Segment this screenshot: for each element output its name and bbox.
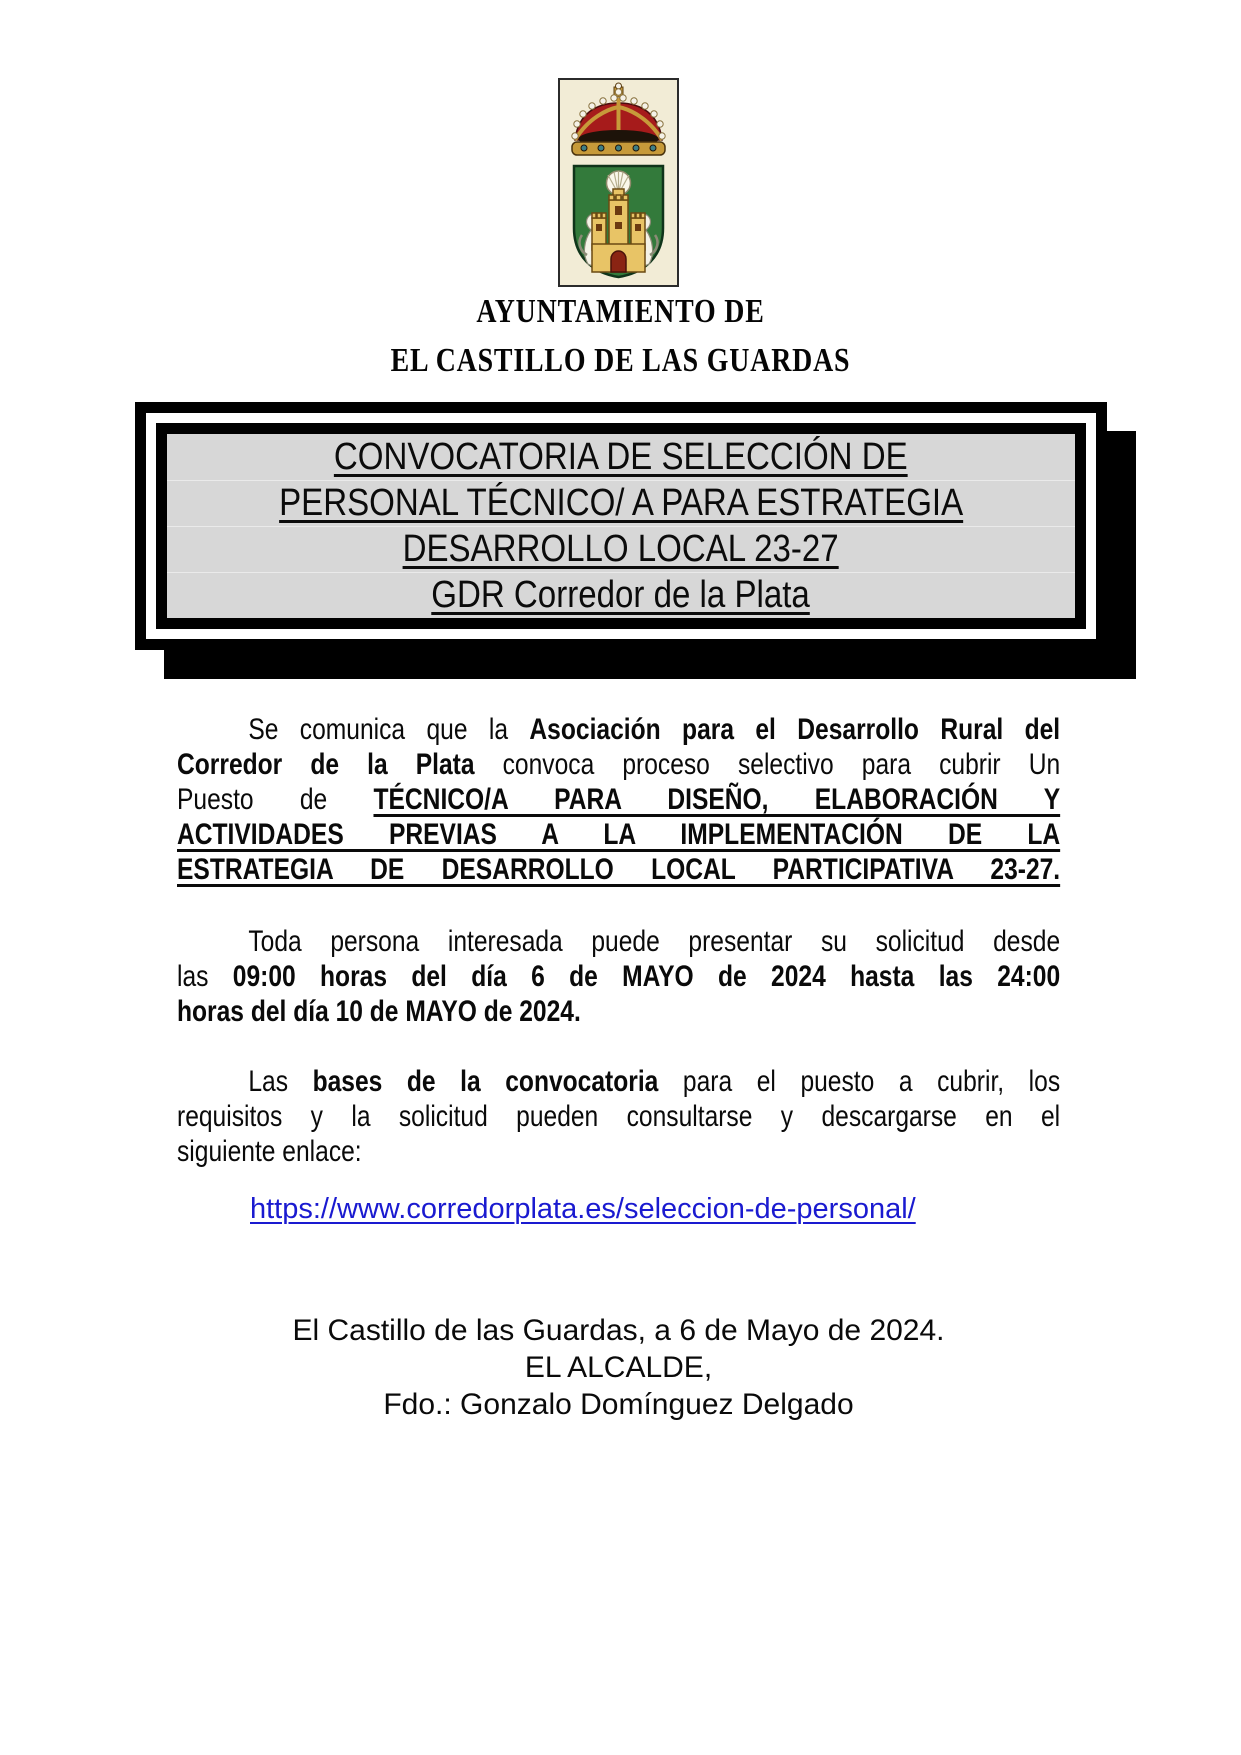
title-line-2: PERSONAL TÉCNICO/ A PARA ESTRATEGIA: [278, 481, 964, 524]
paragraph-announcement-line-5: [177, 852, 1060, 887]
announcement-title-box: [135, 402, 1107, 650]
p3-l3-normal-segment: siguiente enlace:: [177, 1135, 362, 1168]
title-row-4: [167, 573, 1075, 618]
p2-l2-normal-segment: las: [177, 960, 233, 993]
signature-place-date: El Castillo de las Guardas, a 6 de Mayo de 2024.: [292, 1314, 945, 1347]
title-line-3: DESARROLLO LOCAL 23-27: [402, 527, 840, 570]
paragraph-announcement-line-2: [177, 747, 1060, 782]
announcement-title-inner: [156, 423, 1086, 629]
p2-l2-bold-segment: 09:00 horas del día 6 de MAYO de 2024 hasta las 24:00: [232, 960, 1061, 993]
p1-l2-normal-segment: convoca proceso selectivo para cubrir Un: [474, 748, 1061, 781]
signature-name: Fdo.: Gonzalo Domínguez Delgado: [383, 1388, 854, 1421]
p3-l1-normal-a-segment: Las: [248, 1065, 313, 1098]
paragraph-bases-line-1: [177, 1064, 1060, 1099]
paragraph-bases-line-2: [177, 1099, 1060, 1134]
paragraph-bases: [177, 1064, 1060, 1169]
title-row-1: [167, 435, 1075, 481]
title-line-4: GDR Corredor de la Plata: [431, 573, 811, 616]
paragraph-announcement-line-4: [177, 817, 1060, 852]
paragraph-announcement: [177, 712, 1060, 887]
p1-l1-normal-segment: Se comunica que la: [248, 713, 530, 746]
signature-role: EL ALCALDE,: [524, 1351, 713, 1384]
p1-l1-bold-segment: Asociación para el Desarrollo Rural del: [529, 713, 1061, 746]
p1-l4-bold-underline-segment: ACTIVIDADES PREVIAS A LA IMPLEMENTACIÓN DE LA: [177, 818, 1061, 851]
convocatoria-url-link[interactable]: https://www.corredorplata.es/seleccion-de-personal/: [250, 1193, 916, 1225]
coat-of-arms-icon: [558, 78, 679, 287]
p2-l1-normal-segment: Toda persona interesada puede presentar su solicitud desde: [248, 925, 1061, 958]
p3-l2-normal-segment: requisitos y la solicitud pueden consultarse y descargarse en el: [177, 1100, 1061, 1133]
paragraph-announcement-line-3: [177, 782, 1060, 817]
paragraph-announcement-line-1: [177, 712, 1060, 747]
title-line-1: CONVOCATORIA DE SELECCIÓN DE: [334, 435, 908, 478]
org-name-line-2: EL CASTILLO DE LAS GUARDAS: [390, 342, 851, 379]
paragraph-deadline: [177, 924, 1060, 1029]
paragraph-deadline-line-1: [177, 924, 1060, 959]
paragraph-deadline-line-2: [177, 959, 1060, 994]
title-row-2: [167, 481, 1075, 527]
org-name-line-1: AYUNTAMIENTO DE: [476, 293, 765, 330]
p1-l3-bold-underline-segment: TÉCNICO/A PARA DISEÑO, ELABORACIÓN Y: [373, 783, 1061, 816]
paragraph-deadline-line-3: [177, 994, 1060, 1029]
p1-l2-bold-segment: Corredor de la Plata: [177, 748, 475, 781]
signature-block: [177, 1312, 1060, 1423]
p1-l3-normal-segment: Puesto de: [177, 783, 374, 816]
p3-l1-bold-segment: bases de la convocatoria: [312, 1065, 659, 1098]
p3-l1-normal-b-segment: para el puesto a cubrir, los: [658, 1065, 1061, 1098]
p1-l5-bold-underline-segment: ESTRATEGIA DE DESARROLLO LOCAL PARTICIPATIVA 23-27.: [177, 853, 1061, 886]
title-row-3: [167, 527, 1075, 573]
p2-l3-bold-segment: horas del día 10 de MAYO de 2024.: [177, 995, 581, 1028]
paragraph-bases-line-3: [177, 1134, 1060, 1169]
